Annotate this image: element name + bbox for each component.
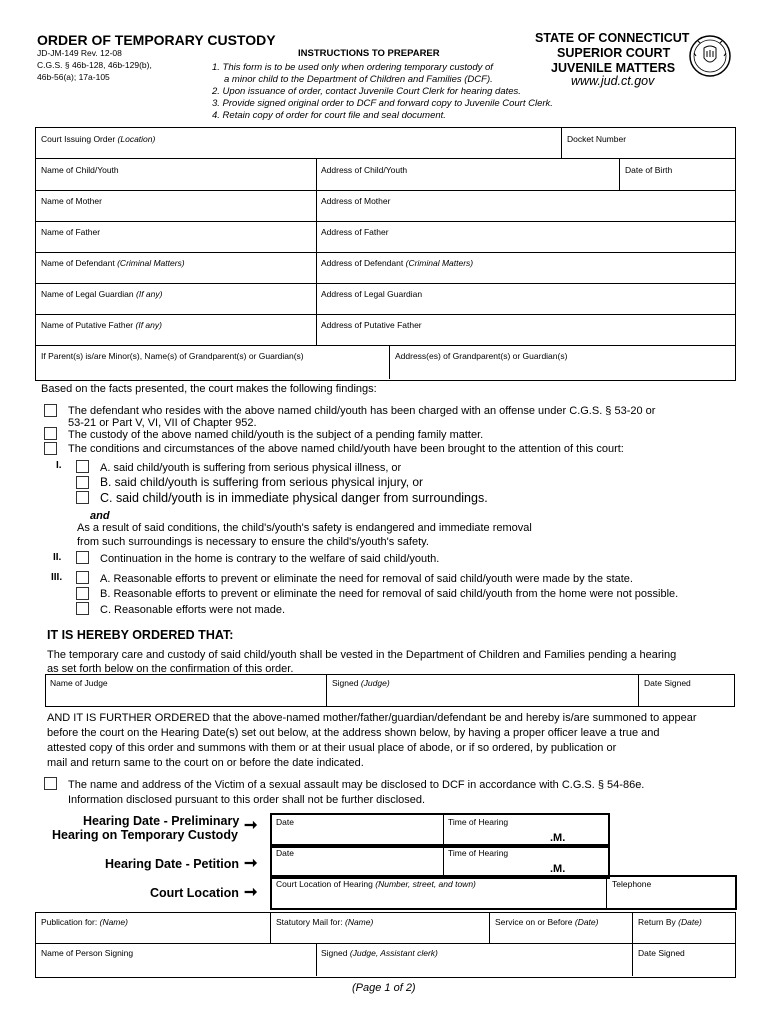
statutory-mail-field[interactable]: Statutory Mail for: (Name): [276, 917, 374, 927]
custody-pending-text: The custody of the above named child/youth is the subject of a pending family matter.: [68, 429, 484, 441]
service-date-signed-field[interactable]: Date Signed: [638, 948, 685, 958]
judge-signed-field[interactable]: Signed (Judge): [332, 678, 390, 688]
contrary-welfare-checkbox[interactable]: [76, 551, 89, 564]
roman-i: I.: [56, 460, 62, 471]
defendant-address-field[interactable]: Address of Defendant (Criminal Matters): [321, 258, 474, 268]
illness-checkbox[interactable]: [76, 460, 89, 473]
further-text3: attested copy of this order and summons with them or at their usual place of abode, or if so ordered, by publication or: [47, 742, 617, 754]
petition-time-field[interactable]: Time of Hearing: [448, 848, 509, 858]
father-name-field[interactable]: Name of Father: [41, 227, 101, 237]
efforts-made-text: A. Reasonable efforts to prevent or eliminate the need for removal of said child/youth were made by the state.: [100, 573, 633, 585]
preliminary-date-field[interactable]: Date: [276, 817, 294, 827]
preliminary-meridiem: .M.: [550, 832, 566, 844]
petition-arrow-icon: ➞: [244, 855, 258, 872]
defendant-charged-text1: The defendant who resides with the above named child/youth has been charged with an offense under C.G.S. § 53-20 or: [68, 405, 656, 417]
publication-for-field[interactable]: Publication for: (Name): [41, 917, 128, 927]
preliminary-arrow-icon: ➞: [244, 817, 258, 834]
instructions-title: INSTRUCTIONS TO PREPARER: [298, 48, 440, 59]
efforts-not-made-text: C. Reasonable efforts were not made.: [100, 604, 286, 616]
further-text1: AND IT IS FURTHER ORDERED that the above-named mother/father/guardian/defendant be and hereby is/are summoned to appear: [47, 712, 697, 724]
statutes-line2: 46b-56(a); 17a-105: [37, 72, 110, 82]
mother-name-field[interactable]: Name of Mother: [41, 196, 102, 206]
court-issuing-order-field[interactable]: Court Issuing Order (Location): [41, 134, 156, 144]
instruction-2: 2. Upon issuance of order, contact Juvenile Court Clerk for hearing dates.: [212, 86, 521, 97]
injury-checkbox[interactable]: [76, 476, 89, 489]
judge-signature-row: [45, 674, 735, 707]
defendant-charged-text2: 53-21 or Part V, VI, VII of Chapter 952.: [68, 417, 257, 429]
injury-text: B. said child/youth is suffering from serious physical injury, or: [100, 475, 424, 489]
order-text2: as set forth below on the confirmation of this order.: [47, 663, 294, 675]
conditions-text: The conditions and circumstances of the above named child/youth have been brought to the attention of this court:: [68, 443, 624, 455]
judge-date-signed-field[interactable]: Date Signed: [644, 678, 691, 688]
person-signing-field[interactable]: Name of Person Signing: [41, 948, 134, 958]
roman-iii: III.: [51, 572, 63, 583]
return-by-field[interactable]: Return By (Date): [638, 917, 702, 927]
guardian-address-field[interactable]: Address of Legal Guardian: [321, 289, 423, 299]
date-of-birth-field[interactable]: Date of Birth: [625, 165, 673, 175]
conditions-checkbox[interactable]: [44, 442, 57, 455]
state-name: STATE OF CONNECTICUT: [535, 31, 690, 45]
instruction-1a: 1. This form is to be used only when ordering temporary custody of: [212, 62, 493, 73]
state-seal-icon: [688, 34, 732, 78]
preliminary-label1: Hearing Date - Preliminary: [83, 814, 240, 828]
website: www.jud.ct.gov: [571, 74, 655, 88]
guardian-name-field[interactable]: Name of Legal Guardian (If any): [41, 289, 163, 299]
instruction-3: 3. Provide signed original order to DCF and forward copy to Juvenile Court Clerk.: [212, 98, 553, 109]
court-location-field[interactable]: Court Location of Hearing (Number, street, and town): [276, 879, 476, 889]
victim-text1: The name and address of the Victim of a sexual assault may be disclosed to DCF in accordance with C.G.S. § 54-86e.: [68, 779, 645, 791]
illness-text: A. said child/youth is suffering from serious physical illness, or: [100, 462, 402, 474]
court-name: SUPERIOR COURT: [557, 46, 671, 60]
roman-ii: II.: [53, 552, 62, 563]
putative-father-address-field[interactable]: Address of Putative Father: [321, 320, 422, 330]
form-number: JD-JM-149 Rev. 12-08: [37, 48, 122, 58]
service-grid: [35, 912, 736, 978]
efforts-not-made-checkbox[interactable]: [76, 602, 89, 615]
page-number: (Page 1 of 2): [352, 982, 416, 994]
further-text2: before the court on the Hearing Date(s) set out below, at the address shown below, by having a proper officer leave a true and: [47, 727, 660, 739]
efforts-not-possible-text: B. Reasonable efforts to prevent or eliminate the need for removal of said child/youth from the home were not possible.: [100, 588, 679, 600]
efforts-not-possible-checkbox[interactable]: [76, 587, 89, 600]
location-arrow-icon: ➞: [244, 884, 258, 901]
petition-label: Hearing Date - Petition: [105, 857, 240, 871]
instruction-1b: a minor child to the Department of Children and Families (DCF).: [224, 74, 493, 85]
father-address-field[interactable]: Address of Father: [321, 227, 389, 237]
judge-name-field[interactable]: Name of Judge: [50, 678, 108, 688]
putative-father-name-field[interactable]: Name of Putative Father (If any): [41, 320, 162, 330]
petition-meridiem: .M.: [550, 863, 566, 875]
location-label: Court Location: [150, 886, 239, 900]
contrary-welfare-text: Continuation in the home is contrary to the welfare of said child/youth.: [100, 553, 440, 565]
defendant-charged-checkbox[interactable]: [44, 404, 57, 417]
result-text2: from such surroundings is necessary to ensure the child's/youth's safety.: [77, 536, 429, 548]
docket-number-field[interactable]: Docket Number: [567, 134, 627, 144]
findings-intro: Based on the facts presented, the court makes the following findings:: [41, 383, 377, 395]
telephone-field[interactable]: Telephone: [612, 879, 652, 889]
order-heading: IT IS HEREBY ORDERED THAT:: [47, 628, 234, 642]
service-before-field[interactable]: Service on or Before (Date): [495, 917, 599, 927]
child-address-field[interactable]: Address of Child/Youth: [321, 165, 408, 175]
defendant-name-field[interactable]: Name of Defendant (Criminal Matters): [41, 258, 185, 268]
grandparents-names-field[interactable]: If Parent(s) is/are Minor(s), Name(s) of Grandparent(s) or Guardian(s): [41, 351, 304, 361]
result-text1: As a result of said conditions, the child's/youth's safety is endangered and immediate removal: [77, 522, 532, 534]
form-title: ORDER OF TEMPORARY CUSTODY: [37, 32, 276, 48]
efforts-made-checkbox[interactable]: [76, 571, 89, 584]
danger-text: C. said child/youth is in immediate physical danger from surroundings.: [100, 491, 488, 505]
instruction-4: 4. Retain copy of order for court file and seal document.: [212, 110, 446, 121]
further-text4: mail and return same to the court on or before the date indicated.: [47, 757, 364, 769]
petition-date-field[interactable]: Date: [276, 848, 294, 858]
and-text: and: [90, 510, 110, 522]
preliminary-label2: Hearing on Temporary Custody: [52, 828, 238, 842]
victim-text2: Information disclosed pursuant to this order shall not be further disclosed.: [68, 794, 426, 806]
danger-checkbox[interactable]: [76, 491, 89, 504]
service-signed-field[interactable]: Signed (Judge, Assistant clerk): [321, 948, 438, 958]
mother-address-field[interactable]: Address of Mother: [321, 196, 391, 206]
child-name-field[interactable]: Name of Child/Youth: [41, 165, 119, 175]
custody-pending-checkbox[interactable]: [44, 427, 57, 440]
order-text1: The temporary care and custody of said child/youth shall be vested in the Department of Children and Families pending a hearing: [47, 649, 677, 661]
preliminary-time-field[interactable]: Time of Hearing: [448, 817, 509, 827]
grandparents-addresses-field[interactable]: Address(es) of Grandparent(s) or Guardian(s): [395, 351, 568, 361]
victim-disclosure-checkbox[interactable]: [44, 777, 57, 790]
division-name: JUVENILE MATTERS: [551, 61, 676, 75]
statutes-line1: C.G.S. § 46b-128, 46b-129(b),: [37, 60, 152, 70]
